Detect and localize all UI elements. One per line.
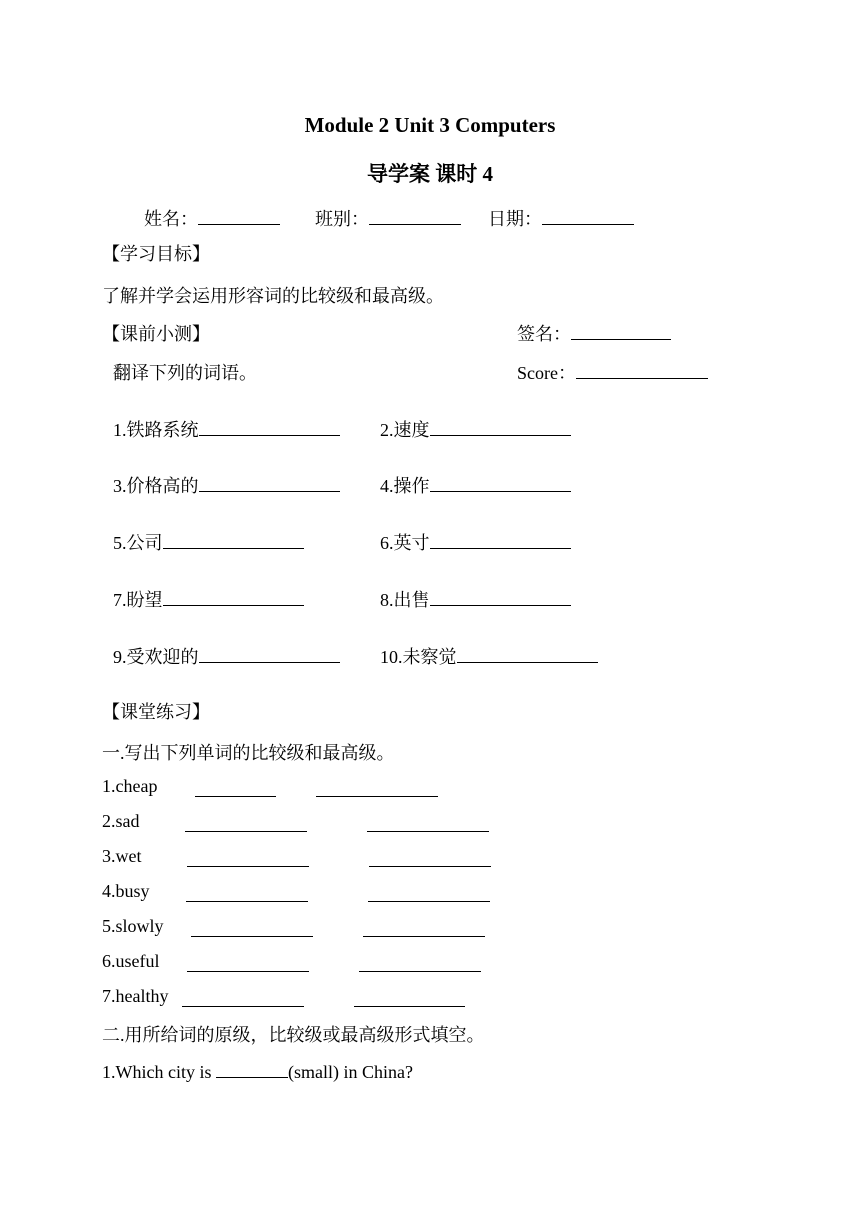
page-subtitle: 导学案 课时 4 bbox=[367, 162, 493, 186]
score-field bbox=[517, 359, 708, 385]
pretest-item: 2.速度 bbox=[380, 416, 571, 442]
answer-blank[interactable] bbox=[163, 587, 304, 606]
answer-blank[interactable] bbox=[457, 644, 598, 663]
answer-blank[interactable] bbox=[430, 417, 571, 436]
question-1-suffix: (small) in China? bbox=[287, 1062, 413, 1082]
comparative-blank[interactable] bbox=[191, 918, 313, 937]
word-label: 1.cheap bbox=[102, 776, 158, 796]
pretest-item: 3.价格高的 bbox=[113, 472, 340, 498]
answer-blank[interactable] bbox=[199, 417, 340, 436]
word-label: 6.useful bbox=[102, 951, 160, 971]
answer-blank[interactable] bbox=[199, 644, 340, 663]
word-label: 4.busy bbox=[102, 881, 150, 901]
answer-blank[interactable] bbox=[430, 530, 571, 549]
word-label: 5.slowly bbox=[102, 916, 164, 936]
superlative-blank[interactable] bbox=[368, 883, 490, 902]
name-field bbox=[144, 205, 280, 231]
question-1-blank[interactable] bbox=[216, 1059, 288, 1078]
superlative-blank[interactable] bbox=[359, 953, 481, 972]
word-label: 2.sad bbox=[102, 811, 140, 831]
pretest-item: 8.出售 bbox=[380, 586, 571, 612]
comparative-blank[interactable] bbox=[195, 778, 276, 797]
comparative-blank[interactable] bbox=[185, 813, 307, 832]
comparative-blank[interactable] bbox=[187, 953, 309, 972]
answer-blank[interactable] bbox=[199, 473, 340, 492]
comparative-blank[interactable] bbox=[187, 848, 309, 867]
pretest-item: 1.铁路系统 bbox=[113, 416, 340, 442]
question-1 bbox=[102, 1059, 413, 1083]
class-field bbox=[315, 205, 461, 231]
practice-heading: 【课堂练习】 bbox=[102, 702, 210, 722]
comparative-blank[interactable] bbox=[186, 883, 308, 902]
class-label: 班别： bbox=[315, 209, 369, 229]
pretest-instruction: 翻译下列的词语。 bbox=[113, 363, 257, 383]
comparative-blank[interactable] bbox=[182, 988, 304, 1007]
superlative-blank[interactable] bbox=[363, 918, 485, 937]
answer-blank[interactable] bbox=[430, 587, 571, 606]
goal-heading: 【学习目标】 bbox=[102, 244, 210, 264]
name-blank[interactable] bbox=[198, 206, 280, 225]
superlative-blank[interactable] bbox=[316, 778, 438, 797]
score-label: Score： bbox=[517, 363, 576, 383]
section2-title: 二.用所给词的原级，比较级或最高级形式填空。 bbox=[102, 1025, 485, 1045]
pretest-item: 9.受欢迎的 bbox=[113, 643, 340, 669]
date-blank[interactable] bbox=[542, 206, 634, 225]
pretest-item: 10.未察觉 bbox=[380, 643, 598, 669]
superlative-blank[interactable] bbox=[354, 988, 465, 1007]
class-blank[interactable] bbox=[369, 206, 461, 225]
goal-text: 了解并学会运用形容词的比较级和最高级。 bbox=[102, 286, 444, 306]
section1-title: 一.写出下列单词的比较级和最高级。 bbox=[102, 743, 395, 763]
pretest-item: 7.盼望 bbox=[113, 586, 304, 612]
signature-field bbox=[517, 320, 671, 346]
date-label: 日期： bbox=[488, 209, 542, 229]
pretest-item: 6.英寸 bbox=[380, 529, 571, 555]
pretest-heading: 【课前小测】 bbox=[102, 324, 210, 344]
signature-blank[interactable] bbox=[571, 321, 671, 340]
name-label: 姓名： bbox=[144, 209, 198, 229]
superlative-blank[interactable] bbox=[367, 813, 489, 832]
date-field bbox=[488, 205, 634, 231]
signature-label: 签名： bbox=[517, 324, 571, 344]
word-label: 3.wet bbox=[102, 846, 142, 866]
word-label: 7.healthy bbox=[102, 986, 169, 1006]
score-blank[interactable] bbox=[576, 360, 708, 379]
answer-blank[interactable] bbox=[430, 473, 571, 492]
superlative-blank[interactable] bbox=[369, 848, 491, 867]
pretest-item: 5.公司 bbox=[113, 529, 304, 555]
page-title: Module 2 Unit 3 Computers bbox=[304, 113, 556, 137]
pretest-item: 4.操作 bbox=[380, 472, 571, 498]
question-1-prefix: 1.Which city is bbox=[102, 1062, 216, 1082]
answer-blank[interactable] bbox=[163, 530, 304, 549]
